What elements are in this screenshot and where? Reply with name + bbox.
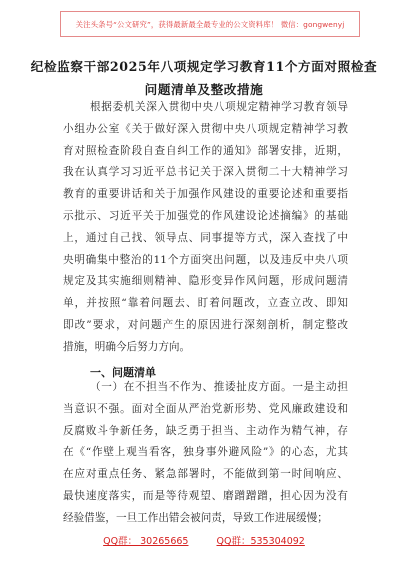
intro-line: 措施，明确今后努力方向。 (63, 340, 191, 353)
section-heading: 一、问题清单 (90, 366, 156, 379)
document-title-line-1: 纪检监察干部2025年八项规定学习教育11个方面对照检查 (30, 59, 378, 74)
issues-line: 当意识不强。面对全面从严治党新形势、党风廉政建设和 (63, 402, 348, 415)
footer-qq-group-1: QQ群： 30265665 (103, 536, 189, 547)
footer-qq-groups (0, 533, 408, 547)
issues-line: 经验借鉴，一旦工作出错会被问责，导致工作进展缓慢； (63, 511, 328, 524)
promo-banner-text: 关注头条号“公文研究”，获得最新最全最专业的公文资料库！ 微信：gongwenyj (75, 19, 345, 29)
intro-line: 教育的重要讲话和关于加强作风建设的重要论述和重要指 (63, 188, 348, 201)
issues-line: （一）在不担当不作为、推诿扯皮方面。一是主动担 (90, 381, 348, 393)
intro-line: 上，通过自己找、领导点、同事提等方式，深入查找了中 (63, 231, 348, 244)
intro-line: 育对照检查阶段自查自纠工作的通知》部署安排，近期， (63, 144, 348, 157)
issues-line: 在《“作壁上观当看客，独身事外避风险”》的心态，尤其 (63, 446, 348, 459)
intro-line: 规定及其实施细则精神、隐形变异作风问题，形成问题清 (63, 275, 348, 288)
footer-qq-group-2: QQ群：535304092 (216, 536, 305, 547)
issues-line: 在应对重点任务、紧急部署时，不能做到第一时间响应、 (63, 468, 348, 481)
intro-line: 示批示、习近平关于加强党的作风建设论述摘编》的基础 (63, 210, 348, 222)
intro-line: 单，并按照“靠着问题去、盯着问题改，立查立改、即知 (63, 297, 348, 310)
document-title-line-2: 问题清单及整改措施 (144, 82, 264, 97)
intro-line: 小组办公室《关于做好深入贯彻中央八项规定精神学习教 (63, 122, 348, 135)
issues-line: 最快速度落实，而是等待观望、磨蹭蹭蹭，担心因为没有 (63, 490, 348, 502)
intro-line: 我在认真学习习近平总书记关于深入贯彻二十大精神学习 (63, 166, 348, 179)
intro-line: 根据委机关深入贯彻中央八项规定精神学习教育领导 (90, 101, 348, 113)
intro-line: 即改”要求，对问题产生的原因进行深刻剖析，制定整改 (63, 319, 348, 331)
intro-line: 央明确集中整治的11个方面突出问题，以及违反中央八项 (63, 253, 348, 266)
issues-line: 反腐败斗争新任务，缺乏勇于担当、主动作为精气神，存 (63, 424, 348, 437)
promo-banner (60, 11, 360, 37)
